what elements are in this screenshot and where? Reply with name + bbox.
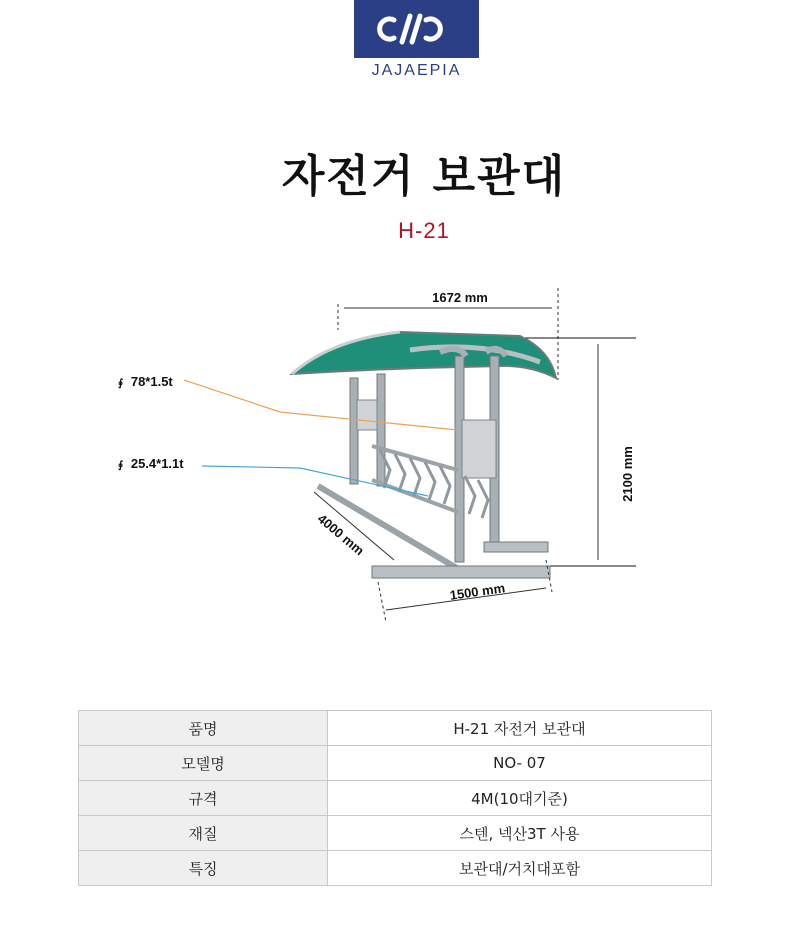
diameter-icon: ∮ xyxy=(118,378,124,389)
spec-value: 스텐, 넥산3T 사용 xyxy=(328,816,712,851)
spec-label: 규격 xyxy=(79,781,328,816)
table-row xyxy=(79,816,712,851)
table-row xyxy=(79,711,712,746)
table-row xyxy=(79,781,712,816)
product-diagram xyxy=(0,270,800,670)
table-row xyxy=(79,851,712,886)
callout-small-pipe xyxy=(118,456,184,471)
dim-width-label: 1672 mm xyxy=(432,290,488,305)
spec-value: 4M(10대기준) xyxy=(328,781,712,816)
callout-small-pipe-label: 25.4*1.1t xyxy=(130,456,184,471)
base-back-foot xyxy=(484,542,548,552)
post-back-right xyxy=(377,374,385,486)
spec-value: NO- 07 xyxy=(328,746,712,781)
callout-large-pipe-label: 78*1.5t xyxy=(130,374,173,389)
brand-logo xyxy=(354,0,479,58)
cd-monogram-icon xyxy=(354,0,479,58)
spec-value: H-21 자전거 보관대 xyxy=(328,711,712,746)
spec-label: 재질 xyxy=(79,816,328,851)
page-title: 자전거 보관대 xyxy=(281,151,567,202)
base-front-foot xyxy=(372,566,550,578)
spec-label: 특징 xyxy=(79,851,328,886)
spec-label: 품명 xyxy=(79,711,328,746)
post-back-left xyxy=(350,378,358,484)
side-panel-back xyxy=(357,400,377,430)
dim-length-label: 4000 mm xyxy=(314,510,368,559)
dim-height-label: 2100 mm xyxy=(620,446,635,502)
callout-large-pipe xyxy=(118,374,173,389)
spec-label: 모델명 xyxy=(79,746,328,781)
dim-depth-label: 1500 mm xyxy=(448,580,506,603)
table-row xyxy=(79,746,712,781)
diameter-icon: ∮ xyxy=(118,460,124,471)
leader-large-pipe xyxy=(184,380,458,430)
spec-value: 보관대/거치대포함 xyxy=(328,851,712,886)
brand-name: JAJAEPIA xyxy=(371,62,462,79)
side-panel-front xyxy=(462,420,496,478)
model-code: H-21 xyxy=(398,218,450,243)
dim-guide-depth-left xyxy=(378,582,386,622)
spec-table xyxy=(78,710,712,886)
leader-small-pipe xyxy=(202,466,428,496)
